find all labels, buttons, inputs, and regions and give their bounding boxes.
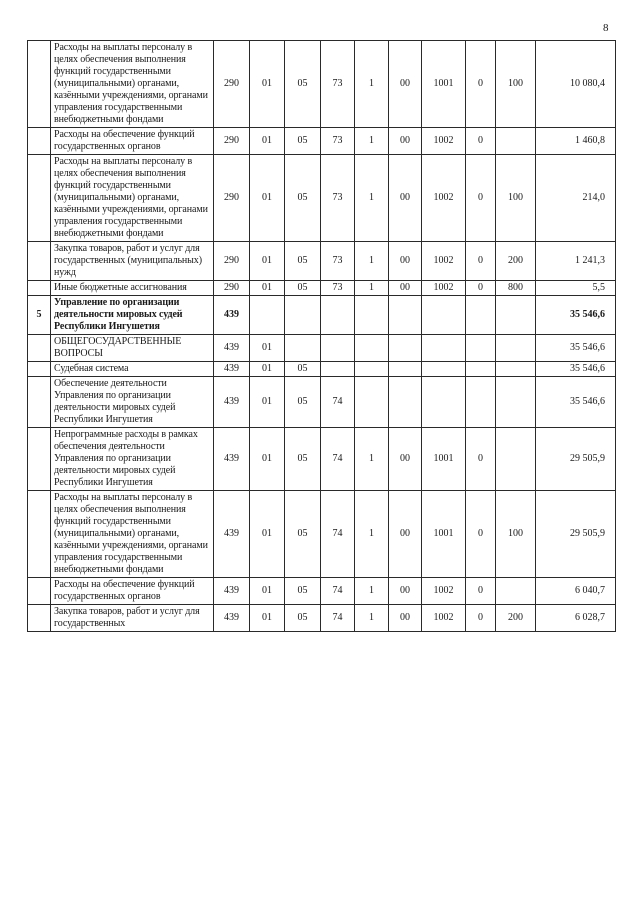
direction-code-cell: 1002 (422, 155, 466, 242)
amount-cell: 35 546,6 (536, 335, 616, 362)
amount-cell: 214,0 (536, 155, 616, 242)
expense-type-code-cell (496, 362, 536, 377)
ministry-code-cell: 290 (214, 128, 250, 155)
expense-type-code-cell: 200 (496, 605, 536, 632)
main-event-code-cell: 00 (389, 428, 422, 491)
ministry-code-cell: 439 (214, 491, 250, 578)
amount-cell: 35 546,6 (536, 377, 616, 428)
direction-code-cell: 1001 (422, 428, 466, 491)
section-code-cell: 01 (250, 578, 285, 605)
expense-type-code-cell (496, 578, 536, 605)
section-code-cell: 01 (250, 281, 285, 296)
row-number-cell (28, 128, 51, 155)
table-row (28, 128, 616, 155)
table-row (28, 428, 616, 491)
subprogram-code-cell (355, 362, 389, 377)
subsection-code-cell: 05 (285, 605, 321, 632)
program-code-cell: 74 (321, 377, 355, 428)
direction-code-cell: 1002 (422, 578, 466, 605)
main-event-code-cell (389, 335, 422, 362)
budget-table-body (28, 41, 616, 632)
ministry-code-cell: 439 (214, 296, 250, 335)
amount-cell: 29 505,9 (536, 491, 616, 578)
direction-code-cell: 1002 (422, 242, 466, 281)
direction-code-cell (422, 296, 466, 335)
subsection-code-cell (285, 296, 321, 335)
table-row (28, 281, 616, 296)
expense-name-cell: Иные бюджетные ассигнования (51, 281, 214, 296)
amount-cell: 29 505,9 (536, 428, 616, 491)
expense-name-cell: Расходы на выплаты персоналу в целях обеспечения выполнения функций государственными (муниципальными) органами, казёнными учреждениями, органами управления государственными внебюджетными фондами (51, 491, 214, 578)
page-number: 8 (603, 22, 609, 34)
expense-name-cell: Управление по организации деятельности мировых судей Республики Ингушетия (51, 296, 214, 335)
amount-cell: 5,5 (536, 281, 616, 296)
subsection-code-cell: 05 (285, 281, 321, 296)
table-row (28, 578, 616, 605)
subprogram-code-cell: 1 (355, 242, 389, 281)
program-code-cell (321, 335, 355, 362)
expense-type-code-cell (496, 377, 536, 428)
extra-code-cell: 0 (466, 155, 496, 242)
extra-code-cell (466, 335, 496, 362)
section-code-cell: 01 (250, 242, 285, 281)
direction-code-cell: 1002 (422, 281, 466, 296)
subsection-code-cell: 05 (285, 578, 321, 605)
subprogram-code-cell (355, 296, 389, 335)
ministry-code-cell: 290 (214, 242, 250, 281)
expense-type-code-cell (496, 335, 536, 362)
row-number-cell (28, 335, 51, 362)
row-number-cell (28, 242, 51, 281)
extra-code-cell (466, 377, 496, 428)
subprogram-code-cell: 1 (355, 281, 389, 296)
subsection-code-cell (285, 335, 321, 362)
direction-code-cell (422, 377, 466, 428)
subprogram-code-cell: 1 (355, 428, 389, 491)
program-code-cell: 74 (321, 491, 355, 578)
main-event-code-cell: 00 (389, 242, 422, 281)
expense-name-cell: ОБЩЕГОСУДАРСТВЕННЫЕ ВОПРОСЫ (51, 335, 214, 362)
ministry-code-cell: 439 (214, 362, 250, 377)
expense-name-cell: Расходы на выплаты персоналу в целях обеспечения выполнения функций государственными (муниципальными) органами, казёнными учреждениями, органами управления государственными внебюджетными фондами (51, 155, 214, 242)
program-code-cell: 73 (321, 155, 355, 242)
section-code-cell: 01 (250, 41, 285, 128)
budget-table (27, 40, 616, 632)
section-code-cell: 01 (250, 605, 285, 632)
subsection-code-cell: 05 (285, 41, 321, 128)
extra-code-cell: 0 (466, 281, 496, 296)
subsection-code-cell: 05 (285, 491, 321, 578)
subprogram-code-cell: 1 (355, 491, 389, 578)
direction-code-cell: 1002 (422, 605, 466, 632)
subprogram-code-cell (355, 335, 389, 362)
subsection-code-cell: 05 (285, 377, 321, 428)
extra-code-cell: 0 (466, 578, 496, 605)
program-code-cell: 73 (321, 242, 355, 281)
section-code-cell: 01 (250, 491, 285, 578)
subprogram-code-cell (355, 377, 389, 428)
subsection-code-cell: 05 (285, 428, 321, 491)
table-row (28, 605, 616, 632)
row-number-cell (28, 377, 51, 428)
amount-cell: 35 546,6 (536, 362, 616, 377)
subprogram-code-cell: 1 (355, 155, 389, 242)
subprogram-code-cell: 1 (355, 578, 389, 605)
extra-code-cell: 0 (466, 128, 496, 155)
expense-name-cell: Закупка товаров, работ и услуг для государственных (муниципальных) нужд (51, 242, 214, 281)
direction-code-cell: 1002 (422, 128, 466, 155)
direction-code-cell: 1001 (422, 41, 466, 128)
table-row (28, 377, 616, 428)
expense-name-cell: Непрограммные расходы в рамках обеспечения деятельности Управления по организации деятельности мировых судей Республики Ингушетия (51, 428, 214, 491)
amount-cell: 6 028,7 (536, 605, 616, 632)
expense-name-cell: Судебная система (51, 362, 214, 377)
extra-code-cell: 0 (466, 428, 496, 491)
row-number-cell (28, 155, 51, 242)
expense-name-cell: Обеспечение деятельности Управления по организации деятельности мировых судей Республики Ингушетия (51, 377, 214, 428)
main-event-code-cell (389, 377, 422, 428)
direction-code-cell (422, 362, 466, 377)
program-code-cell: 74 (321, 428, 355, 491)
section-code-cell: 01 (250, 428, 285, 491)
ministry-code-cell: 439 (214, 377, 250, 428)
ministry-code-cell: 290 (214, 155, 250, 242)
table-row (28, 41, 616, 128)
ministry-code-cell: 439 (214, 578, 250, 605)
expense-type-code-cell (496, 428, 536, 491)
ministry-code-cell: 290 (214, 41, 250, 128)
amount-cell: 1 460,8 (536, 128, 616, 155)
expense-type-code-cell: 100 (496, 491, 536, 578)
extra-code-cell: 0 (466, 491, 496, 578)
extra-code-cell (466, 362, 496, 377)
main-event-code-cell (389, 362, 422, 377)
ministry-code-cell: 439 (214, 605, 250, 632)
table-row (28, 491, 616, 578)
subsection-code-cell: 05 (285, 155, 321, 242)
table-row (28, 242, 616, 281)
subsection-code-cell: 05 (285, 128, 321, 155)
section-code-cell: 01 (250, 128, 285, 155)
section-code-cell: 01 (250, 377, 285, 428)
row-number-cell (28, 605, 51, 632)
table-row (28, 335, 616, 362)
program-code-cell: 73 (321, 281, 355, 296)
row-number-cell (28, 362, 51, 377)
row-number-cell (28, 428, 51, 491)
table-row (28, 155, 616, 242)
expense-type-code-cell (496, 296, 536, 335)
row-number-cell: 5 (28, 296, 51, 335)
main-event-code-cell: 00 (389, 491, 422, 578)
row-number-cell (28, 41, 51, 128)
extra-code-cell (466, 296, 496, 335)
row-number-cell (28, 281, 51, 296)
direction-code-cell: 1001 (422, 491, 466, 578)
table-row (28, 362, 616, 377)
main-event-code-cell: 00 (389, 155, 422, 242)
main-event-code-cell: 00 (389, 41, 422, 128)
main-event-code-cell (389, 296, 422, 335)
section-code-cell: 01 (250, 335, 285, 362)
section-code-cell (250, 296, 285, 335)
subprogram-code-cell: 1 (355, 128, 389, 155)
main-event-code-cell: 00 (389, 578, 422, 605)
amount-cell: 35 546,6 (536, 296, 616, 335)
expense-type-code-cell (496, 128, 536, 155)
subsection-code-cell: 05 (285, 362, 321, 377)
main-event-code-cell: 00 (389, 281, 422, 296)
expense-type-code-cell: 100 (496, 41, 536, 128)
expense-type-code-cell: 100 (496, 155, 536, 242)
extra-code-cell: 0 (466, 605, 496, 632)
section-code-cell: 01 (250, 362, 285, 377)
expense-name-cell: Закупка товаров, работ и услуг для государственных (51, 605, 214, 632)
expense-name-cell: Расходы на выплаты персоналу в целях обеспечения выполнения функций государственными (муниципальными) органами, казёнными учреждениями, органами управления государственными внебюджетными фондами (51, 41, 214, 128)
expense-name-cell: Расходы на обеспечение функций государственных органов (51, 128, 214, 155)
section-code-cell: 01 (250, 155, 285, 242)
expense-type-code-cell: 200 (496, 242, 536, 281)
ministry-code-cell: 439 (214, 335, 250, 362)
main-event-code-cell: 00 (389, 128, 422, 155)
row-number-cell (28, 578, 51, 605)
expense-type-code-cell: 800 (496, 281, 536, 296)
extra-code-cell: 0 (466, 242, 496, 281)
ministry-code-cell: 290 (214, 281, 250, 296)
program-code-cell (321, 296, 355, 335)
ministry-code-cell: 439 (214, 428, 250, 491)
direction-code-cell (422, 335, 466, 362)
program-code-cell (321, 362, 355, 377)
row-number-cell (28, 491, 51, 578)
subsection-code-cell: 05 (285, 242, 321, 281)
program-code-cell: 73 (321, 41, 355, 128)
subprogram-code-cell: 1 (355, 41, 389, 128)
table-row (28, 296, 616, 335)
subprogram-code-cell: 1 (355, 605, 389, 632)
program-code-cell: 74 (321, 605, 355, 632)
amount-cell: 6 040,7 (536, 578, 616, 605)
expense-name-cell: Расходы на обеспечение функций государственных органов (51, 578, 214, 605)
amount-cell: 10 080,4 (536, 41, 616, 128)
amount-cell: 1 241,3 (536, 242, 616, 281)
program-code-cell: 73 (321, 128, 355, 155)
main-event-code-cell: 00 (389, 605, 422, 632)
extra-code-cell: 0 (466, 41, 496, 128)
program-code-cell: 74 (321, 578, 355, 605)
